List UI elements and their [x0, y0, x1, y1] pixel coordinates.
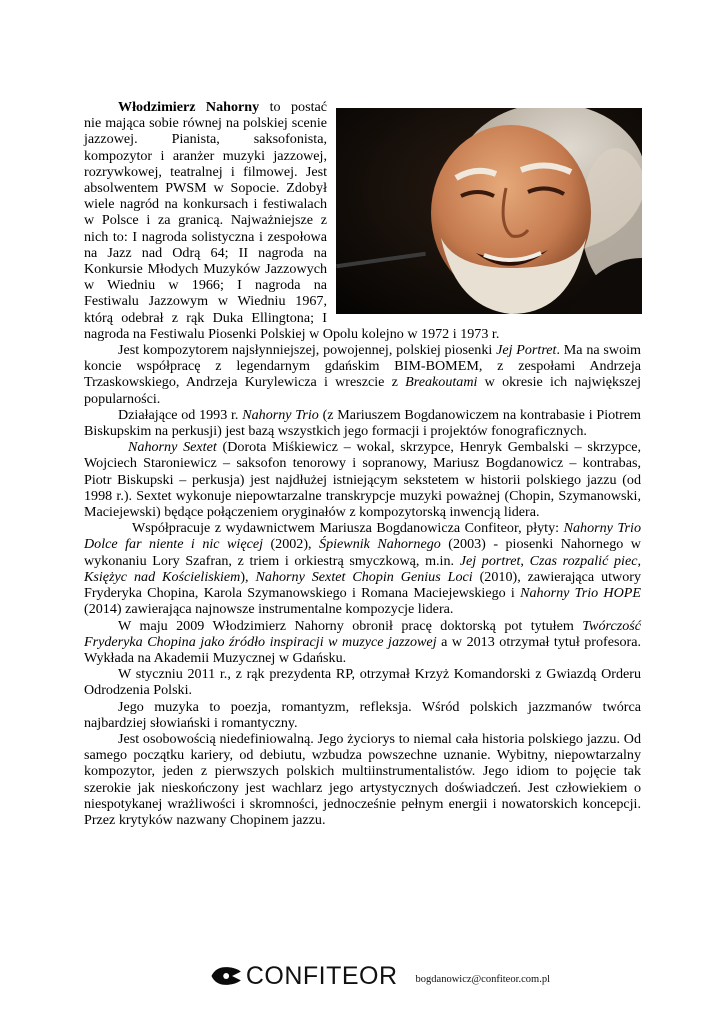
paragraph-intro: Włodzimierz Nahorny to postać nie mająca sobie równej na polskiej scenie jazzowej. Pianista, saksofonista, kompozytor i aranżer muzyki jazzowej, rozrywkowej, teatralnej i filmowej. Jest absolwentem PWSM w Sopocie. Zdobył wiele nagród na konkursach i festiwalach w Polsce i za granicą. Najważniejsze z nich to: I nagroda solistyczna i zespołowa na Jazz nad Odrą 64; II nagroda na Konkursie Młodych Muzyków Jazzowych w Wiedniu w 1966; I nagroda na Festiwalu Jazzowym w Wiedniu 1967, którą odebrał z rąk Duka Ellingtona; I nagroda na Festiwalu Piosenki Polskiej w Opolu kolejno w 1972 i 1973 r.	[84, 99, 500, 342]
footer	[210, 958, 550, 994]
logo-text: CONFITEOR	[245, 961, 398, 990]
paragraph-confiteor: Współpracuje z wydawnictwem Mariusza Bogdanowicza Confiteor, płyty: Nahorny Trio Dolce far niente i nic więcej (2002), Śpiewnik Nahornego (2003) - piosenki Nahornego w wykonaniu Lory Szafran, z triem i orkiestrą smyczkową, m.in. Jej portret, Czas rozpalić piec, Księżyc nad Kościeliskiem), Nahorny Sextet Chopin Genius Loci (2010), zawierająca utwory Fryderyka Chopina, Karola Szymanowskiego i Romana Maciejewskiego i Nahorny Trio HOPE (2014) zawierająca najnowsze instrumentalne kompozycje lidera.	[84, 520, 642, 618]
paragraph-personality: Jest osobowością niedefiniowalną. Jego życiorys to niemal cała historia polskiego jazzu. Od samego początku kariery, od debiutu, wzbudza powszechne uznanie. Wybitny, niepowtarzalny kompozytor, jeden z pierwszych polskich multiinstrumentalistów. Jego idiom to pojęcie tak szerokie jak nieskończony jest wachlarz jego artystycznych doświadczeń. Jest człowiekiem o niespotykanej wrażliwości i skromności, jednocześnie pełnym energii i nowatorskich koncepcji. Przez krytyków nazwany Chopinem jazzu.	[84, 730, 641, 828]
paragraph-doctorate: W maju 2009 Włodzimierz Nahorny obronił pracę doktorską pot tytułem Twórczość Fryderyka Chopina jako źródło inspiracji w muzyce jazzowej a w 2013 otrzymał tytuł profesora. Wykłada na Akademii Muzycznej w Gdańsku.	[84, 617, 642, 666]
portrait-image	[336, 108, 642, 314]
paragraph-composer: Jest kompozytorem najsłynniejszej, powojennej, polskiej piosenki Jej Portret. Ma na swoim koncie współpracę z legendarnym gdańskim BIM-BOMEM, z zespołami Andrzeja Trzaskowskiego, Andrzeja Kurylewicza i wreszcie z Breakoutami w okresie ich największej popularności.	[84, 342, 641, 407]
paragraph-trio: Działające od 1993 r. Nahorny Trio (z Mariuszem Bogdanowiczem na kontrabasie i Piotrem Biskupskim na perkusji) jest bazą wszystkich jego formacji i projektów fonograficznych.	[84, 406, 641, 440]
paragraph-sextet: Nahorny Sextet (Dorota Miśkiewicz – wokal, skrzypce, Henryk Gembalski – skrzypce, Wojciech Staroniewicz – saksofon tenorowy i sopranowy, Mariusz Bogdanowicz – kontrabas, Piotr Biskupski – perkusja) jest najdłużej istniejącym sekstetem w historii polskiego jazzu (od 1998 r.). Sextet wykonuje niepowtarzalne transkrypcje muzyki poważnej (Chopin, Szymanowski, Maciejewski) będące połączeniem oryginałów z kompozytorską inwencją lidera.	[84, 439, 642, 521]
confiteor-logo-icon	[210, 961, 244, 991]
contact-email[interactable]: bogdanowicz@confiteor.com.pl	[415, 973, 550, 985]
paragraph-award: W styczniu 2011 r., z rąk prezydenta RP, otrzymał Krzyż Komandorski z Gwiazdą Orderu Odrodzenia Polski.	[84, 666, 641, 699]
artist-name: Włodzimierz Nahorny	[118, 99, 260, 115]
portrait-photo	[336, 108, 642, 314]
article	[84, 99, 641, 828]
paragraph-music: Jego muzyka to poezja, romantyzm, refleksja. Wśród polskich jazzmanów twórca najbardziej słowiański i romantyczny.	[84, 698, 641, 731]
